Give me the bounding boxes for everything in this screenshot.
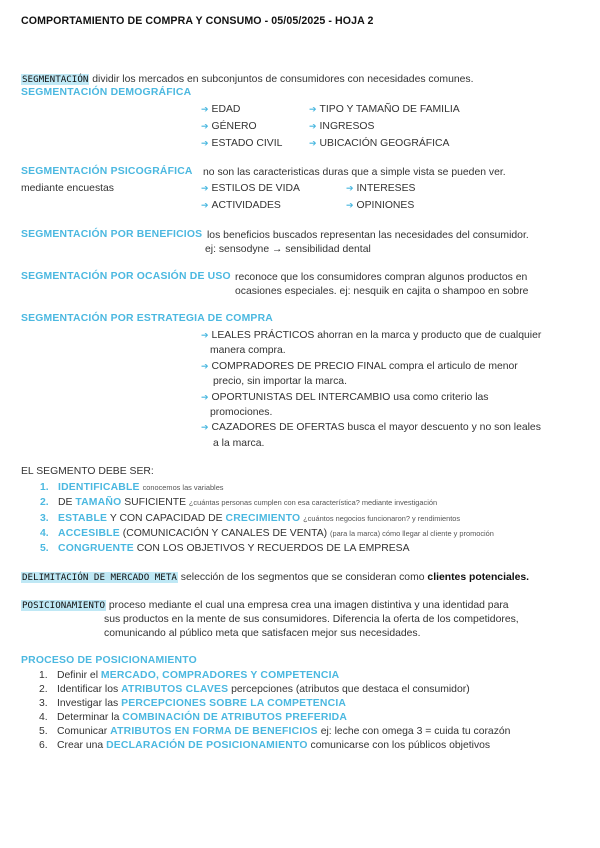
list-item: ➔ TIPO Y TAMAÑO DE FAMILIA [309, 104, 460, 115]
arrow-icon: ➔ [309, 121, 317, 131]
arrow-icon: ➔ [201, 183, 209, 193]
list-item: ➔ ESTILOS DE VIDA [201, 183, 300, 194]
ocasion-line2: ocasiones especiales. ej: nesquik en cajita o shampoo en sobre [235, 286, 529, 297]
list-item: ➔ OPORTUNISTAS DEL INTERCAMBIO usa como criterio las [201, 392, 489, 403]
beneficios-line2: ej: sensodyne → sensibilidad dental [205, 244, 371, 255]
posicionamiento-line2: sus productos en la mente de sus consumidores. Diferencia la oferta de los competidores, [104, 614, 519, 625]
delimitacion-term: DELIMITACIÓN DE MERCADO META [22, 572, 177, 583]
arrow-icon: ➔ [309, 104, 317, 114]
list-item: ➔ COMPRADORES DE PRECIO FINAL compra el articulo de menor [201, 361, 518, 372]
arrow-icon: ➔ [201, 361, 209, 371]
list-item: 3. Investigar las PERCEPCIONES SOBRE LA COMPETENCIA [39, 698, 347, 709]
posicionamiento-term: POSICIONAMIENTO [22, 600, 105, 611]
list-item: 6. Crear una DECLARACIÓN DE POSICIONAMIENTO comunicarse con los públicos objetivos [39, 740, 491, 751]
list-item: ➔ INGRESOS [309, 121, 375, 132]
list-item: ➔ UBICACIÓN GEOGRÁFICA [309, 138, 450, 149]
list-item: 2. Identificar los ATRIBUTOS CLAVES percepciones (atributos que destaca el consumidor) [39, 684, 470, 695]
list-item: 2. DE TAMAÑO SUFICIENTE ¿cuántas personas cumplen con esa característica? mediante investigación [40, 497, 438, 508]
page-title: COMPORTAMIENTO DE COMPRA Y CONSUMO - 05/05/2025 - HOJA 2 [21, 15, 374, 27]
arrow-icon: ➔ [346, 200, 354, 210]
list-item: ➔ INTERESES [346, 183, 416, 194]
arrow-icon: ➔ [201, 138, 209, 148]
list-item: 1. Definir el MERCADO, COMPRADORES Y COMPETENCIA [39, 670, 340, 681]
list-item-cont: promociones. [210, 407, 273, 418]
beneficios-heading: SEGMENTACIÓN POR BENEFICIOS [21, 229, 203, 240]
list-item: ➔ OPINIONES [346, 200, 415, 211]
list-item-cont: precio, sin importar la marca. [213, 376, 347, 387]
list-item: 1. IDENTIFICABLE conocemos las variables [40, 482, 224, 493]
segmentacion-row [21, 73, 473, 86]
psicografica-definition: no son las caracteristicas duras que a simple vista se pueden ver. [203, 167, 506, 178]
segmento-heading: EL SEGMENTO DEBE SER: [21, 466, 154, 477]
ocasion-heading: SEGMENTACIÓN POR OCASIÓN DE USO [21, 271, 231, 282]
psicografica-heading: SEGMENTACIÓN PSICOGRÁFICA [21, 166, 193, 177]
list-item-cont: manera compra. [210, 345, 286, 356]
demografica-heading: SEGMENTACIÓN DEMOGRÁFICA [21, 87, 192, 98]
psicografica-sub: mediante encuestas [21, 183, 114, 194]
arrow-icon: ➔ [346, 183, 354, 193]
arrow-icon: ➔ [201, 104, 209, 114]
list-item: 3. ESTABLE Y CON CAPACIDAD DE CRECIMIENTO ¿cuántos negocios funcionaron? y rendimientos [40, 513, 461, 524]
posicionamiento-line3: comunicando al público meta que satisfacen mejor sus necesidades. [104, 628, 421, 639]
segmentacion-term: SEGMENTACIÓN [22, 74, 89, 85]
arrow-icon: ➔ [309, 138, 317, 148]
ocasion-line1: reconoce que los consumidores compran algunos productos en [235, 272, 528, 283]
list-item: ➔ ESTADO CIVIL [201, 138, 283, 149]
estrategia-heading: SEGMENTACIÓN POR ESTRATEGIA DE COMPRA [21, 313, 273, 324]
list-item: 5. CONGRUENTE CON LOS OBJETIVOS Y RECUERDOS DE LA EMPRESA [40, 543, 410, 554]
arrow-icon: ➔ [201, 330, 209, 340]
list-item: ➔ EDAD [201, 104, 241, 115]
posicionamiento-row: POSICIONAMIENTO proceso mediante el cual una empresa crea una imagen distintiva y una identidad para [22, 600, 509, 611]
list-item: ➔ LEALES PRÁCTICOS ahorran en la marca y producto que de cualquier [201, 330, 542, 341]
list-item-cont: a la marca. [213, 438, 265, 449]
list-item: ➔ ACTIVIDADES [201, 200, 281, 211]
arrow-icon: ➔ [201, 121, 209, 131]
list-item: 4. ACCESIBLE (COMUNICACIÓN Y CANALES DE VENTA) (para la marca) cómo llegar al cliente y promoción [40, 528, 494, 539]
segmentacion-definition: dividir los mercados en subconjuntos de consumidores con necesidades comunes. [92, 74, 474, 85]
arrow-icon: ➔ [201, 200, 209, 210]
list-item: 4. Determinar la COMBINACIÓN DE ATRIBUTOS PREFERIDA [39, 712, 348, 723]
beneficios-line1: los beneficios buscados representan las necesidades del consumidor. [207, 230, 529, 241]
list-item: ➔ GÉNERO [201, 121, 257, 132]
arrow-icon: ➔ [201, 422, 209, 432]
list-item: 5. Comunicar ATRIBUTOS EN FORMA DE BENEFICIOS ej: leche con omega 3 = cuida tu corazón [39, 726, 511, 737]
list-item: ➔ CAZADORES DE OFERTAS busca el mayor descuento y no son leales [201, 422, 541, 433]
arrow-icon: ➔ [201, 392, 209, 402]
proceso-heading: PROCESO DE POSICIONAMIENTO [21, 655, 197, 666]
delimitacion-row: DELIMITACIÓN DE MERCADO META selección de los segmentos que se consideran como clientes potenciales. [22, 572, 530, 583]
